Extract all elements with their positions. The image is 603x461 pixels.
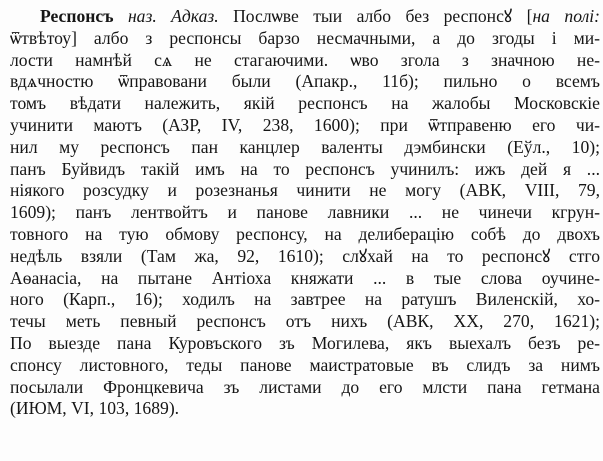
entry-text: нил му респонсъ пан канцлер валенты дэмбински (Еўл., 10); [10, 136, 600, 157]
entry-text: ѿтвѣтоу] албо з респонсы барзо несмачными, а до згоды і ми- [10, 27, 600, 48]
entry-text: учинити маютъ (АЗР, IV, 238, 1600); при ѿтправеню его чи- [10, 114, 600, 135]
entry-text: спонсу листовного, теды панове маистратовые въ слидъ за нимъ [10, 354, 600, 375]
entry-line [10, 355, 600, 377]
entry-line [10, 6, 600, 28]
entry-line [10, 50, 600, 72]
entry-headword: Респонсъ [40, 6, 114, 26]
entry-italic-text: наз. Адказ. [127, 6, 219, 26]
entry-line [10, 289, 600, 311]
entry-text: ніякого розсудку и розезнанья чинити не могу (АВК, VIII, 79, [10, 180, 600, 201]
entry-line [10, 268, 600, 290]
entry-line [10, 71, 600, 93]
entry-line [10, 246, 600, 268]
entry-line [10, 377, 600, 399]
entry-text: томъ вѣдати належить, якій респонсъ на жалобы Московскіе [10, 93, 600, 114]
entry-line [10, 398, 600, 420]
entry-italic-text: на полі: [532, 6, 600, 26]
entry-text: По выезде пана Куровъского зъ Могилева, якъ выехалъ безъ ре- [10, 332, 600, 353]
entry-text: панъ Буйвидъ такій имъ на то респонсъ учинилъ: ижъ дей я ... [10, 158, 600, 179]
entry-line [10, 137, 600, 159]
entry-line [10, 180, 600, 202]
entry-line [10, 202, 600, 224]
entry-text: течы меть певный респонсъ отъ нихъ (АВК, XX, 270, 1621); [10, 311, 600, 332]
entry-line [10, 28, 600, 50]
entry-line [10, 311, 600, 333]
entry-text: лости намнѣй сѧ не стагаючими. ѡво зголa з значною не- [10, 49, 600, 70]
dictionary-entry [10, 6, 600, 420]
entry-text: Аѳанасіа, на пытане Антіоха княжати ... в тые слова оучинe- [10, 267, 600, 288]
entry-line [10, 93, 600, 115]
entry-text: 1609); панъ лентвойтъ и панове лавники ... не чинечи кгрун- [10, 202, 600, 223]
entry-text: Послѡве тыи албо без респонсꙋ [ [218, 6, 533, 26]
entry-text: ного (Карп., 16); ходилъ на завтрее на ратушъ Виленскій, хо- [10, 289, 600, 310]
entry-text: товного на тую обмову респонсу, на делиберацію собѣ до двохъ [10, 223, 600, 244]
entry-text: (ИЮМ, VI, 103, 1689). [10, 398, 180, 419]
entry-text: вдѧчностю ѿправовани были (Апакр., 11б); пильно о всемъ [10, 71, 600, 92]
entry-line [10, 115, 600, 137]
entry-line [10, 159, 600, 181]
entry-line [10, 224, 600, 246]
entry-text: посылали Фронцкевича зъ листами до его млсти пана гетмана [10, 376, 600, 397]
entry-text: недѣль взяли (Там жа, 92, 1610); слꙋхай на то респонсꙋ стго [10, 245, 600, 266]
entry-line [10, 333, 600, 355]
